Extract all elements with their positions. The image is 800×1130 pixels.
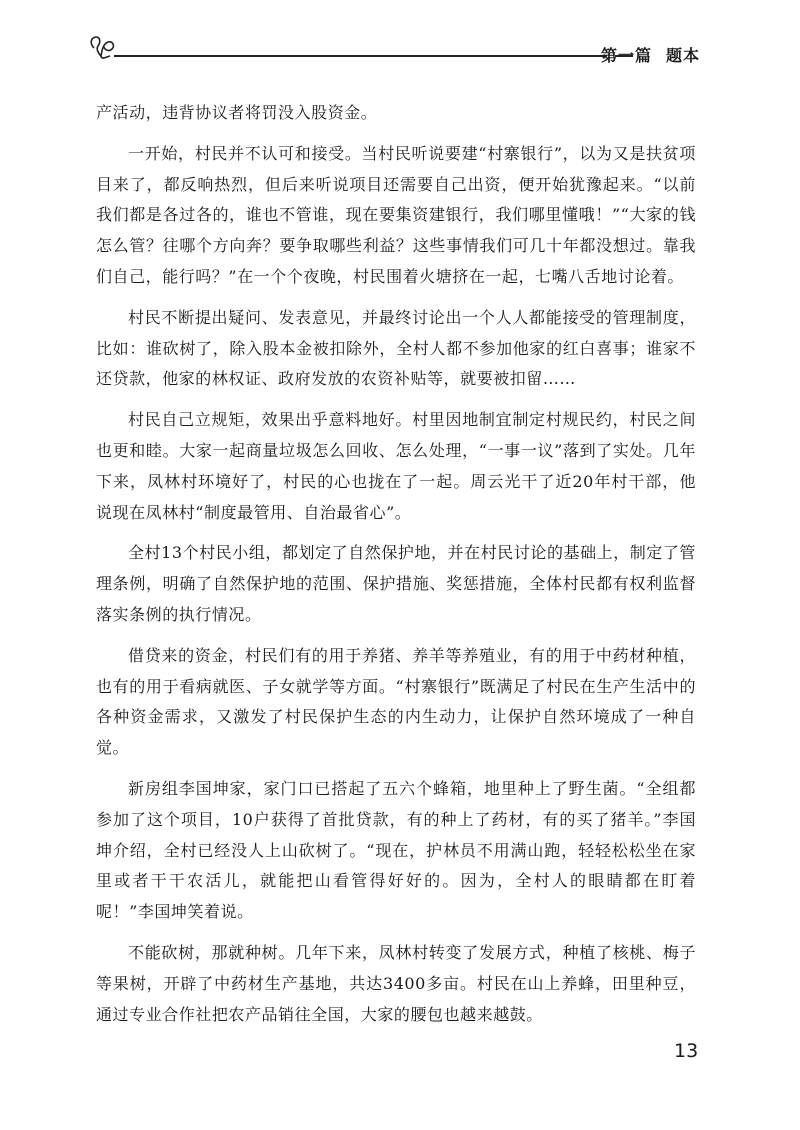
paragraph: 一开始，村民并不认可和接受。当村民听说要建“村寨银行”，以为又是扶贫项目来了，都反响热烈，但后来听说项目还需要自己出资，便开始犹豫起来。“以前我们都是各过各的，谁也不管谁，现在要集资建银行，我们哪里懂哦！”“大家的钱怎么管？往哪个方向奔？要争取哪些利益？这些事情我们可几十年都没想过。靠我们自己，能行吗？”在一个个夜晚，村民围着火塘挤在一起，七嘴八舌地讨论着。 — [96, 143, 696, 286]
paragraph: 不能砍树，那就种树。几年下来，凤林村转变了发展方式，种植了核桃、梅子等果树，开辟了中药材生产基地，共达3400多亩。村民在山上养蜂，田里种豆，通过专业合作社把农产品销往全国，大家的腰包也越来越鼓。 — [96, 942, 696, 1024]
paragraph: 借贷来的资金，村民们有的用于养猪、养羊等养殖业，有的用于中药材种植，也有的用于看病就医、子女就学等方面。“村寨银行”既满足了村民在生产生活中的各种资金需求，又激发了村民保护生态的内生动力，让保护自然环境成了一种自觉。 — [96, 645, 696, 758]
body-text — [96, 98, 696, 1040]
running-header — [601, 43, 700, 66]
paragraph: 村民自己立规矩，效果出乎意料地好。村里因地制宜制定村规民约，村民之间也更和睦。大家一起商量垃圾怎么回收、怎么处理，“一事一议”落到了实处。几年下来，凤林村环境好了，村民的心也拢在了一起。周云光干了近20年村干部，他说现在凤林村“制度最管用、自治最省心”。 — [96, 410, 696, 522]
sprout-icon — [88, 34, 118, 68]
header-section: 题本 — [665, 46, 700, 65]
paragraph: 产活动，违背协议者将罚没入股资金。 — [96, 103, 378, 122]
paragraph: 新房组李国坤家，家门口已搭起了五六个蜂箱，地里种上了野生菌。“全组都参加了这个项目，10户获得了首批贷款，有的种上了药材，有的买了猪羊。”李国坤介绍，全村已经没人上山砍树了。“现在，护林员不用满山跑，轻轻松松坐在家里或者干干农活儿，就能把山看管得好好的。因为，全村人的眼睛都在盯着呢！”李国坤笑着说。 — [96, 778, 696, 922]
header-part: 第一篇 — [600, 46, 652, 65]
paragraph: 全村13个村民小组，都划定了自然保护地，并在村民讨论的基础上，制定了管理条例，明确了自然保护地的范围、保护措施、奖惩措施，全体村民都有权利监督落实条例的执行情况。 — [96, 543, 696, 624]
header-rule — [114, 55, 607, 57]
page-header — [88, 34, 700, 74]
paragraph: 村民不断提出疑问、发表意见，并最终讨论出一个人人都能接受的管理制度，比如：谁砍树了，除入股本金被扣除外，全村人都不参加他家的红白喜事；谁家不还贷款，他家的林权证、政府发放的农资补贴等，就要被扣留…… — [96, 307, 696, 389]
page-number: 13 — [674, 1040, 699, 1062]
